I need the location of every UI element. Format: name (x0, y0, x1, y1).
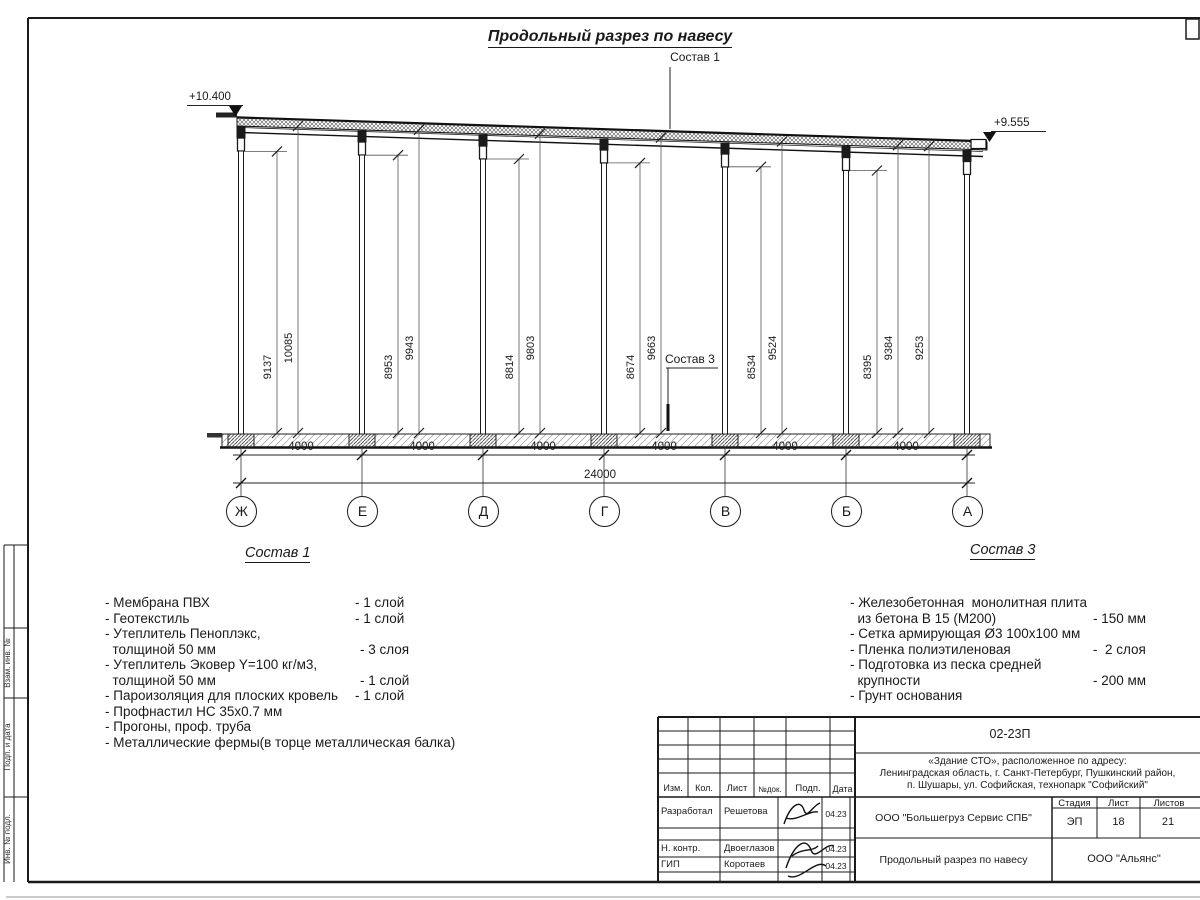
spec-qty: - 1 слой (360, 672, 410, 688)
tb-role-name: Решетова (724, 806, 768, 817)
axis-bubble: Б (831, 496, 862, 527)
height-dim: 8395 (862, 354, 874, 380)
tb-role-name: Двоеглазов (724, 843, 775, 854)
axis-bubble: В (710, 496, 741, 527)
height-dim: 9253 (914, 335, 926, 361)
spec-qty: - 3 слоя (360, 641, 410, 657)
bay-dim: 4000 (409, 441, 435, 453)
tb-org: ООО "Альянс" (1087, 853, 1161, 865)
height-dim: 10085 (283, 332, 295, 364)
tb-client: ООО "Большегруз Сервис СПБ" (875, 812, 1032, 824)
tb-role: ГИП (661, 859, 680, 870)
page-title: Продольный разрез по навесу (410, 28, 810, 46)
callout-sostav3: Состав 3 (665, 352, 715, 366)
bay-dim: 4000 (772, 441, 798, 453)
tb-col-podp: Подп. (795, 783, 821, 794)
elevation-right-label: +9.555 (994, 117, 1030, 129)
axis-bubble: Ж (226, 496, 257, 527)
spec-item: толщиной 50 мм (105, 641, 216, 657)
tb-col-data: Дата (832, 783, 853, 794)
tb-sheets-value: 21 (1161, 816, 1175, 828)
tb-doc-number: 02-23П (989, 727, 1031, 741)
tb-role: Разработал (661, 806, 713, 817)
spec-qty: - 1 слой (355, 595, 405, 610)
spec-item: крупности (850, 672, 921, 688)
tb-stage-value: ЭП (1066, 816, 1083, 828)
tb-stage-label: Стадия (1058, 798, 1091, 809)
elevation-left-label: +10.400 (189, 91, 231, 103)
axis-bubble: А (952, 496, 983, 527)
tb-role-date: 04.23 (825, 861, 847, 871)
spec-qty: - 1 слой (355, 688, 405, 703)
margin-label-inv: Инв. № подл. (3, 814, 12, 864)
height-dim: 9524 (767, 335, 779, 361)
tb-sheets-label: Листов (1153, 798, 1185, 809)
tb-sheet-title: Продольный разрез по навесу (879, 854, 1028, 866)
tb-col-list: Лист (726, 783, 748, 794)
margin-label-podp: Подп. и дата (3, 723, 12, 771)
tb-role-name: Коротаев (724, 859, 766, 870)
columns (237, 127, 971, 434)
bay-dim: 4000 (530, 441, 556, 453)
spec-qty: - 2 слоя (1093, 641, 1146, 657)
axis-bubble: Е (347, 496, 378, 527)
spec-item: - Утеплитель Пеноплэкс, (105, 626, 261, 641)
spec-list-sostav3 (850, 542, 1200, 712)
tb-col-izm: Изм. (663, 783, 683, 793)
spec-item: толщиной 50 мм (105, 672, 216, 688)
spec-item: - Утеплитель Эковер Y=100 кг/м3, (105, 657, 318, 672)
spec-qty: - 150 мм (1093, 610, 1147, 626)
height-dimension-lines (245, 126, 929, 433)
height-dim: 8534 (746, 354, 758, 380)
callout-leaders (666, 67, 718, 431)
height-dim: 9943 (404, 335, 416, 361)
tb-project-line: «Здание СТО», расположенное по адресу: (928, 756, 1127, 767)
spec-item: - Мембрана ПВХ (105, 595, 210, 610)
spec-item: - Подготовка из песка средней (850, 657, 1042, 672)
height-dim: 9384 (883, 335, 895, 361)
margin-label-vzam: Взам. инв. № (3, 638, 12, 688)
spec-item: из бетона В 15 (М200) (850, 610, 997, 626)
tb-col-kol: Кол. (695, 783, 713, 793)
bay-dim: 4000 (288, 441, 314, 453)
spec3-title: Состав 3 (970, 542, 1036, 558)
callout-sostav1: Состав 1 (670, 50, 720, 64)
height-dim: 8674 (625, 354, 637, 380)
height-dim: 9803 (525, 335, 537, 361)
height-dim: 8953 (383, 354, 395, 380)
spec-qty: - 1 слой (355, 610, 405, 626)
spec-qty: - 200 мм (1093, 672, 1147, 688)
spec-list-sostav1 (105, 545, 465, 755)
tb-project-line: Ленинградская область, г. Санкт-Петербург, Пушкинский район, (879, 768, 1176, 779)
spec-item: - Железобетонная монолитная плита (850, 595, 1088, 610)
tb-project-line: п. Шушары, ул. Софийская, технопарк "Софийский" (907, 780, 1148, 791)
spec-item: - Прогоны, проф. труба (105, 719, 252, 734)
spec-item: - Сетка армирующая Ø3 100x100 мм (850, 626, 1081, 641)
axis-bubble: Д (468, 496, 499, 527)
tb-role-date: 04.23 (825, 844, 847, 854)
height-dim: 9137 (262, 354, 274, 380)
bay-dim: 4000 (893, 441, 919, 453)
total-dim: 24000 (584, 469, 616, 481)
tb-sheet-label: Лист (1108, 798, 1129, 809)
spec-item: - Пароизоляция для плоских кровель (105, 688, 339, 703)
tb-role: Н. контр. (661, 843, 701, 854)
tb-sheet-value: 18 (1112, 816, 1125, 828)
spec-item: - Геотекстиль (105, 610, 190, 626)
spec-item: - Профнастил НС 35x0.7 мм (105, 703, 283, 719)
spec-item: - Грунт основания (850, 688, 963, 703)
spec-item: - Металлические фермы(в торце металлическая балка) (105, 734, 456, 750)
tb-role-date: 04.23 (825, 809, 847, 819)
tb-col-ndok: №док. (758, 784, 782, 794)
axis-bubble: Г (589, 496, 620, 527)
spec1-title: Состав 1 (245, 545, 311, 561)
spec-item: - Пленка полиэтиленовая (850, 641, 1011, 657)
bay-dim: 4000 (651, 441, 677, 453)
height-dim: 8814 (504, 354, 516, 380)
height-dim: 9663 (646, 335, 658, 361)
